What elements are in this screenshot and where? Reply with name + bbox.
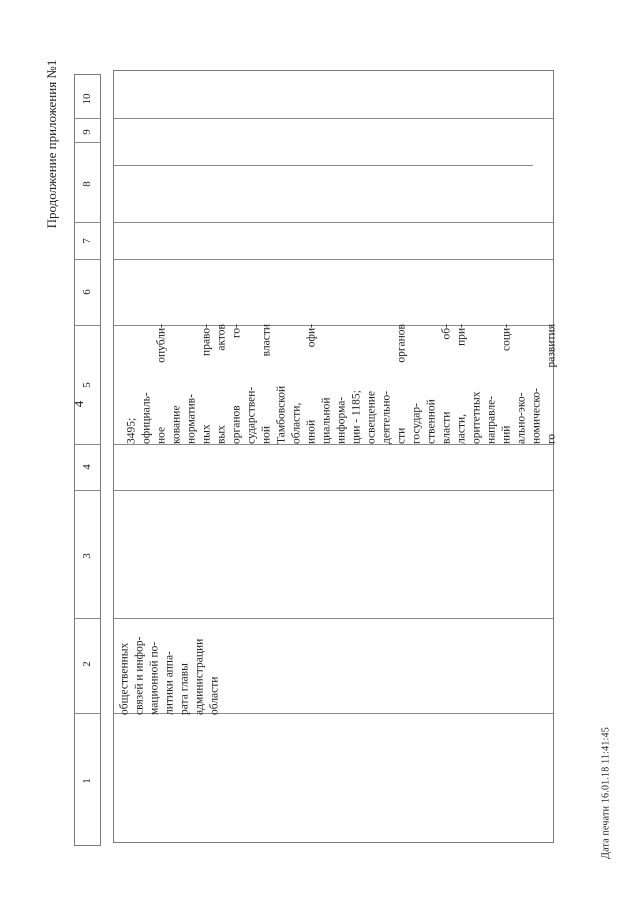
cell-line: Тамбовской <box>275 385 288 444</box>
header-divider <box>74 713 101 714</box>
cell-line: области <box>208 676 221 715</box>
cell-line: ственной <box>425 399 438 444</box>
cell-line: мационной по- <box>148 641 161 715</box>
column-number: 7 <box>81 238 93 244</box>
column-number-header <box>74 74 101 846</box>
column-number: 4 <box>81 464 93 470</box>
cell-line: органов го- <box>230 324 243 444</box>
cell-line: информа- <box>335 396 348 444</box>
cell-line: ний соци- <box>500 324 513 444</box>
column-divider <box>113 259 554 260</box>
header-divider <box>74 325 101 326</box>
column-number: 3 <box>81 553 93 559</box>
print-date: Дата печати 16.01.18 11:41:45 <box>600 727 612 859</box>
cell-line: деятельно- <box>380 390 393 444</box>
header-divider <box>74 618 101 619</box>
cell-line: оритетных <box>470 391 483 444</box>
cell-line: ных право- <box>200 324 213 444</box>
cell-line: связей и инфор- <box>133 636 146 715</box>
cell-line: рата главы <box>178 663 191 715</box>
cell-line: норматив- <box>185 394 198 444</box>
column-divider <box>113 444 554 445</box>
header-divider <box>74 490 101 491</box>
column-divider <box>113 165 533 166</box>
cell-line: 3495; <box>125 417 138 444</box>
header-divider <box>74 222 101 223</box>
column-divider <box>113 118 554 119</box>
cell-line: общественных <box>118 642 131 715</box>
column-number: 10 <box>81 93 93 105</box>
cell-line: литики аппа- <box>163 651 176 715</box>
cell-line: циальной <box>320 397 333 444</box>
column-number: 9 <box>81 129 93 135</box>
table-body <box>113 70 554 843</box>
cell-line: власти об- <box>440 324 453 444</box>
cell-line: освещение <box>365 391 378 444</box>
column-number: 2 <box>81 661 93 667</box>
cell-line: государ- <box>410 403 423 444</box>
column-divider <box>113 222 554 223</box>
cell-line: администрации <box>193 638 206 715</box>
cell-line: ально-эко- <box>515 392 528 444</box>
continuation-caption: Продолжение приложения №1 <box>44 59 59 229</box>
column-number: 1 <box>81 778 93 784</box>
column-divider <box>113 618 554 619</box>
header-divider <box>74 142 101 143</box>
cell-line: кование <box>170 405 183 444</box>
header-divider <box>74 259 101 260</box>
column-number: 8 <box>81 181 93 187</box>
cell-line: ласти, при- <box>455 324 468 444</box>
cell-line: ной власти <box>260 324 273 444</box>
cell-line: иной офи- <box>305 324 318 444</box>
row-department-cell <box>118 621 223 715</box>
cell-line: официаль- <box>140 392 153 444</box>
header-divider <box>74 444 101 445</box>
cell-line: направле- <box>485 395 498 444</box>
cell-line: ное опубли- <box>155 324 168 444</box>
cell-line: го развития <box>545 324 558 444</box>
cell-line: сти органов <box>395 324 408 444</box>
row-description-cell <box>125 324 560 444</box>
cell-line: вых актов <box>215 324 228 444</box>
column-number: 5 <box>81 382 93 388</box>
column-number: 6 <box>81 289 93 295</box>
page-number: 4 <box>71 400 86 408</box>
header-divider <box>74 118 101 119</box>
cell-line: ции - 1185; <box>350 390 363 444</box>
cell-line: сударствен- <box>245 386 258 444</box>
column-divider <box>113 490 554 491</box>
cell-line: области, <box>290 402 303 444</box>
cell-line: номическо- <box>530 388 543 444</box>
